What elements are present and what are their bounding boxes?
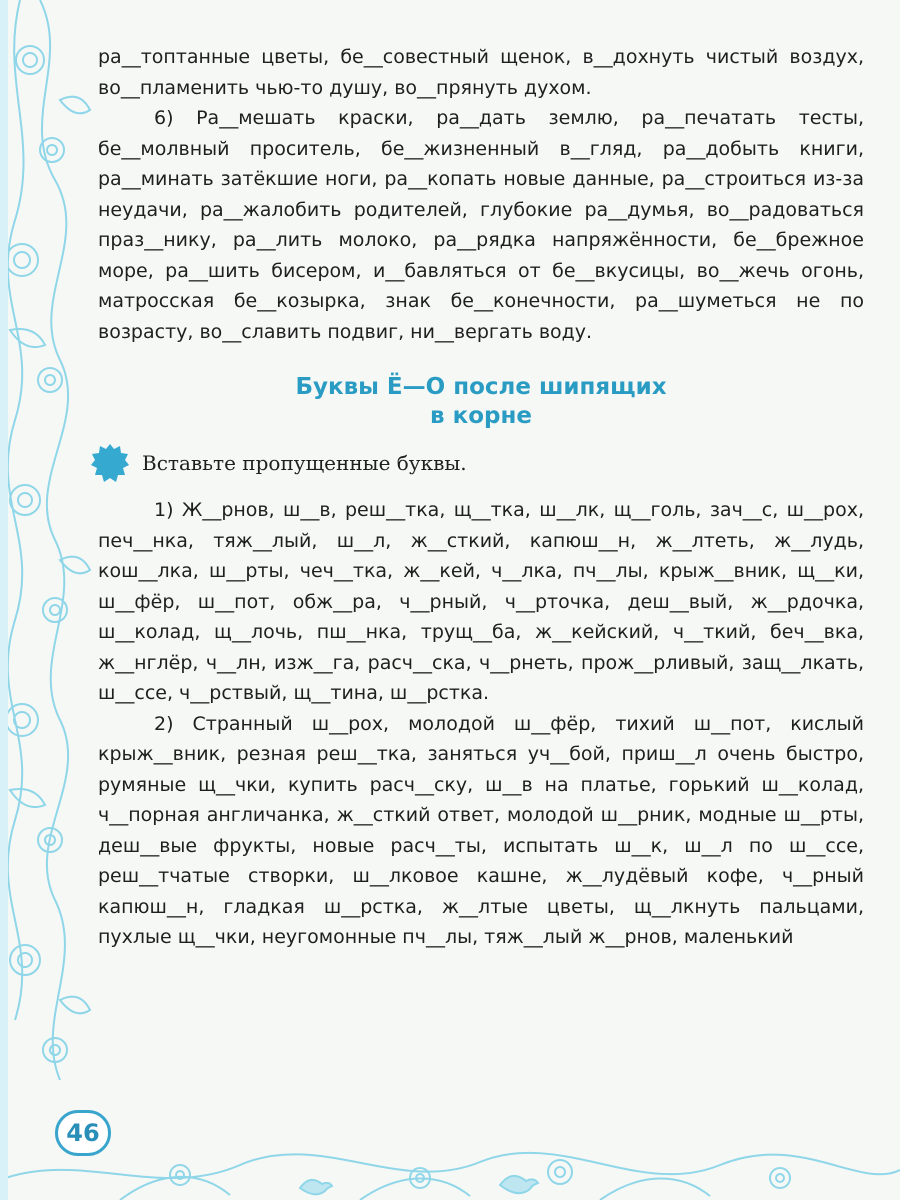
exercise-6: 6) Ра__мешать краски, ра__дать землю, ра__печатать тесты, бе__молвный проситель, бе__жизненный в__гляд, ра__добыть книги, ра__минать затёкшие ноги, ра__копать новые данные, ра__строиться из-за неудачи, ра__жалобить родителей, глубокие ра__думья, во__радоваться праз__нику, ра__лить молоко, ра__рядка напряжённости, бе__брежное море, ра__шить бисером, и__бавляться от бе__вкусицы, во__жечь огонь, матросская бе__козырка, знак бе__конечности, ра__шуметься не по возрасту, во__славить подвиг, ни__вергать воду. (98, 107, 864, 343)
page-content (98, 42, 864, 953)
task-instruction-text: Вставьте пропущенные буквы. (142, 450, 467, 475)
section-heading (98, 373, 864, 431)
exercise-1: 1) Ж__рнов, ш__в, реш__тка, щ__тка, ш__лк, щ__голь, зач__с, ш__рох, печ__нка, тяж__лый, ш__л, ж__сткий, капюш__н, ж__лтеть, ж__лудь, кош__лка, ш__рты, чеч__тка, ж__кей, ч__лка, пч__лы, крыж__вник, щ__ки, ш__фёр, ш__пот, обж__ра, ч__рный, ч__рточка, деш__вый, ж__рдочка, ш__колад, щ__лочь, пш__нка, трущ__ба, ж__кейский, ч__ткий, беч__вка, ж__нглёр, ч__лн, изж__га, расч__ска, ч__рнеть, прож__рливый, защ__лкать, ш__ссе, ч__рствый, щ__тина, ш__рстка. (98, 499, 864, 704)
exercise-2: 2) Странный ш__рох, молодой ш__фёр, тихий ш__пот, кислый крыж__вник, резная реш__тка, заняться уч__бой, приш__л очень быстро, румяные щ__чки, купить расч__ску, ш__в на платье, горький ш__колад, ч__порная англичанка, ж__сткий ответ, молодой ш__рник, модные ш__рты, деш__вые фрукты, новые расч__ты, испытать ш__к, ш__л по ш__ссе, реш__тчатые створки, ш__лковое кашне, ж__лудёвый кофе, ч__рный капюш__н, гладкая ш__рстка, ж__лтые цветы, щ__лкнуть пальцами, пухлые щ__чки, неугомонные пч__лы, тяж__лый ж__рнов, маленький (98, 712, 864, 948)
task-instruction-row (90, 443, 864, 483)
exercise-5-tail: ра__топтанные цветы, бе__совестный щенок, в__дохнуть чистый воздух, во__пламенить чью-то душу, во__прянуть духом. (98, 46, 864, 99)
task-badge-icon (90, 443, 130, 483)
section-heading-line1: Буквы Ё—О после шипящих (295, 374, 667, 400)
section-heading-line2: в корне (430, 403, 532, 429)
page-number: 46 (55, 1110, 111, 1156)
